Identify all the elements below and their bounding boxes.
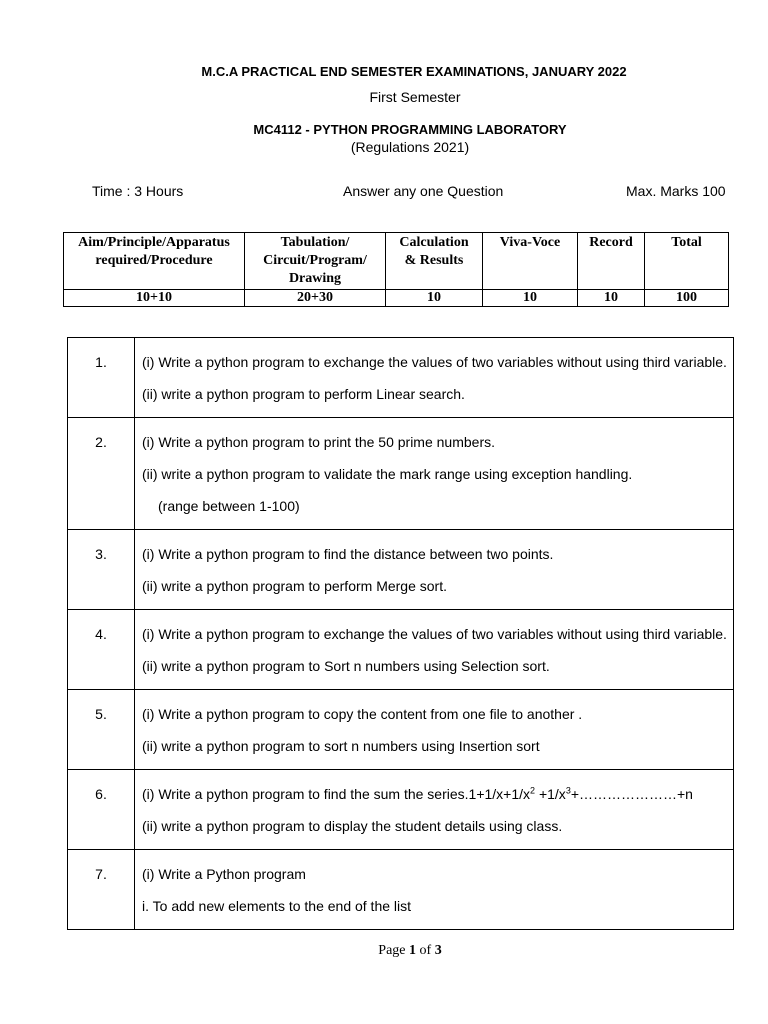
header-text: Record xyxy=(589,235,633,250)
question-number: 2. xyxy=(68,418,135,530)
question-line: (i) Write a python program to exchange the values of two variables without using third variable. xyxy=(142,354,727,370)
question-number: 1. xyxy=(68,338,135,418)
time-label: Time : 3 Hours xyxy=(92,183,184,199)
regulations-label: (Regulations 2021) xyxy=(350,139,470,155)
instruction-label: Answer any one Question xyxy=(343,183,504,199)
value-cell: 100 xyxy=(645,290,729,307)
question-line: (ii) write a python program to sort n numbers using Insertion sort xyxy=(142,738,540,754)
value-cell: 10 xyxy=(483,290,578,307)
page-total: 3 xyxy=(434,943,442,958)
header-cell-aim xyxy=(64,233,245,290)
value-cell: 10 xyxy=(578,290,645,307)
header-cell-calculation xyxy=(386,233,483,290)
question-line xyxy=(142,770,733,810)
series-text: +1/x xyxy=(535,786,566,802)
question-row xyxy=(68,770,734,850)
question-line: (ii) write a python program to perform Merge sort. xyxy=(142,578,447,594)
exponent: 2 xyxy=(530,785,536,796)
header-text: Tabulation/ xyxy=(280,235,350,250)
course-title: MC4112 - PYTHON PROGRAMMING LABORATORY xyxy=(253,122,567,137)
header-text: Viva-Voce xyxy=(499,235,561,250)
header-text: Aim/Principle/Apparatus xyxy=(78,235,230,250)
marks-distribution-table xyxy=(63,232,729,307)
question-body xyxy=(135,690,734,770)
question-line: (ii) write a python program to validate the mark range using exception handling. xyxy=(142,466,633,482)
header-text: required/Procedure xyxy=(95,253,213,268)
questions-table xyxy=(67,337,734,930)
value-cell: 10 xyxy=(386,290,483,307)
question-row xyxy=(68,610,734,690)
question-number: 6. xyxy=(68,770,135,850)
exponent: 3 xyxy=(565,785,571,796)
header-text: Circuit/Program/ xyxy=(263,253,367,268)
question-number: 4. xyxy=(68,610,135,690)
header-text: Drawing xyxy=(288,271,342,286)
exam-title: M.C.A PRACTICAL END SEMESTER EXAMINATIONS, JANUARY 2022 xyxy=(201,64,627,79)
series-text: +…………………+n xyxy=(570,786,693,802)
question-line: (i) Write a python program to print the 50 prime numbers. xyxy=(142,434,496,450)
question-line: (ii) write a python program to display the student details using class. xyxy=(142,818,563,834)
header-text: Calculation xyxy=(399,235,469,250)
question-row xyxy=(68,690,734,770)
question-line: (ii) write a python program to perform Linear search. xyxy=(142,386,465,402)
header-cell-record xyxy=(578,233,645,290)
question-line: (i) Write a Python program xyxy=(142,866,306,882)
header-text: Total xyxy=(671,235,702,250)
question-body xyxy=(135,530,734,610)
question-row xyxy=(68,338,734,418)
header-cell-tabulation xyxy=(245,233,386,290)
question-body xyxy=(135,850,734,930)
question-row xyxy=(68,418,734,530)
page-word: Page xyxy=(378,943,410,958)
question-line: i. To add new elements to the end of the list xyxy=(142,898,412,914)
header-text: & Results xyxy=(404,253,464,268)
question-line: (i) Write a python program to exchange the values of two variables without using third variable. xyxy=(142,626,727,642)
question-number: 5. xyxy=(68,690,135,770)
question-body xyxy=(135,610,734,690)
of-word: of xyxy=(416,943,435,958)
question-body xyxy=(135,338,734,418)
question-number: 7. xyxy=(68,850,135,930)
question-line: (range between 1-100) xyxy=(158,498,300,514)
semester-label: First Semester xyxy=(369,89,461,105)
question-row xyxy=(68,850,734,930)
question-line: (i) Write a python program to copy the content from one file to another . xyxy=(142,706,583,722)
marks-header-row xyxy=(64,233,729,290)
page-number: 1 xyxy=(409,943,417,958)
series-text: (i) Write a python program to find the sum the series.1+1/x+1/x xyxy=(142,786,531,802)
page-footer xyxy=(0,943,768,959)
question-row xyxy=(68,530,734,610)
header-cell-total xyxy=(645,233,729,290)
marks-value-row xyxy=(64,290,729,307)
question-body xyxy=(135,418,734,530)
value-cell: 10+10 xyxy=(64,290,245,307)
question-line: (i) Write a python program to find the distance between two points. xyxy=(142,546,554,562)
value-cell: 20+30 xyxy=(245,290,386,307)
question-body xyxy=(135,770,734,850)
max-marks-label: Max. Marks 100 xyxy=(626,183,726,199)
header-cell-viva xyxy=(483,233,578,290)
question-line: (ii) write a python program to Sort n numbers using Selection sort. xyxy=(142,658,550,674)
question-number: 3. xyxy=(68,530,135,610)
